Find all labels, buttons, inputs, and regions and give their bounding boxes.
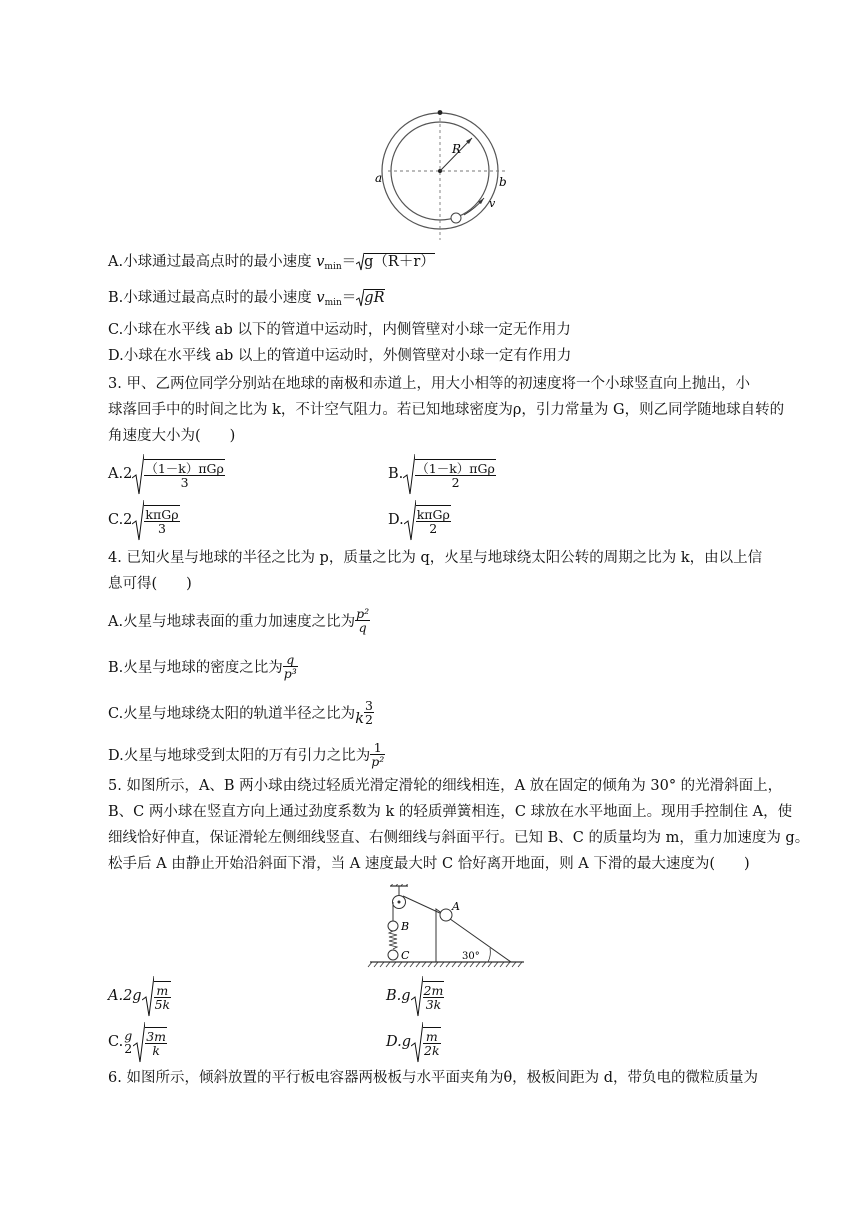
sqrt-sign (142, 974, 154, 1018)
ground-hatch-mark (380, 962, 384, 967)
q3-stem-line1: 3. 甲、乙两位同学分别站在地球的南极和赤道上，用大小相等的初速度将一个小球竖直向上抛出，小 (108, 376, 750, 392)
pulley-incline-figure (366, 884, 526, 970)
q4-option-c-text: C.火星与地球绕太阳的轨道半径之比为 (108, 705, 356, 722)
velocity-label: v (489, 197, 496, 210)
q5-stem-line2: B、C 两小球在竖直方向上通过劲度系数为 k 的轻质弹簧相连，C 球放在水平地面上。现用手控制住 A，使 (108, 804, 793, 820)
ground-hatch-mark (398, 962, 402, 967)
q2-option-a-v: v (316, 254, 325, 270)
q5-option-a-fraction (154, 981, 172, 1011)
ball-a-label: A (452, 900, 460, 913)
q4-option-d-fraction (370, 741, 385, 768)
q5-option-a-numerator: m (154, 984, 172, 998)
q4-option-b (108, 646, 298, 686)
q4-option-a-numerator: p² (356, 605, 370, 621)
q5-stem-line3: 细线恰好伸直，保证滑轮左侧细线竖直、右侧细线与斜面平行。已知 B、C 的质量均为 m，重力加速度为 g。 (108, 830, 810, 846)
q3-option-b-denominator: 2 (451, 475, 460, 490)
q3-option-a-numerator: （1－k）πGρ (145, 461, 224, 476)
q2-option-d: D.小球在水平线 ab 以上的管道中运动时，外侧管壁对小球一定有作用力 (108, 348, 572, 364)
q2-option-b (108, 288, 385, 310)
q4-option-c-numerator: 3 (364, 697, 373, 713)
ground-hatch-mark (410, 962, 414, 967)
q2-option-a (108, 252, 435, 274)
ball-b-label: B (401, 920, 410, 933)
ground-hatch-mark (404, 962, 408, 967)
q4-option-c-k: k (355, 711, 364, 727)
angle-label: 30° (462, 951, 480, 962)
q5-option-b-numerator: 2m (423, 983, 444, 998)
ground-hatch-mark (494, 962, 498, 967)
q5-option-d (386, 1020, 441, 1064)
ground-hatch-mark (506, 962, 510, 967)
q4-option-c-exponent (364, 699, 374, 726)
q4-option-a-fraction (355, 607, 370, 634)
q2-option-a-eq: ＝ (341, 254, 357, 270)
q5-option-d-denominator: 2k (424, 1043, 440, 1058)
ground-hatch-mark (428, 962, 432, 967)
q3-option-c (108, 498, 180, 542)
q2-option-b-v: v (316, 290, 325, 306)
ground-hatch-mark (434, 962, 438, 967)
q2-option-a-sub: min (324, 262, 342, 272)
q3-option-c-denominator: 3 (158, 521, 166, 536)
ball-c-label: C (401, 949, 410, 962)
q3-stem-line3: 角速度大小为( ) (108, 428, 236, 444)
ground-hatch-mark (374, 962, 378, 967)
radius-label: R (452, 142, 462, 156)
q3-option-d-label: D. (388, 512, 404, 528)
q5-option-a (108, 974, 171, 1018)
q3-option-a-label: A.2 (108, 466, 133, 482)
q5-option-a-denominator: 5k (154, 997, 171, 1012)
q4-option-d (108, 734, 385, 774)
q2-option-b-sub: min (324, 298, 342, 308)
q5-option-c-g-denominator: 2 (124, 1041, 133, 1056)
q2-option-c: C.小球在水平线 ab 以下的管道中运动时，内侧管壁对小球一定无作用力 (108, 322, 571, 338)
sqrt-sign (411, 974, 423, 1018)
q3-option-b-numerator: （1－k）πGρ (416, 461, 495, 476)
q3-option-c-fraction (144, 505, 179, 535)
ground-hatch-mark (386, 962, 390, 967)
sqrt-sign (404, 498, 416, 542)
q4-stem-line1: 4. 已知火星与地球的半径之比为 p，质量之比为 q，火星与地球绕太阳公转的周期之比为 k，由以上信 (108, 550, 763, 566)
q2-option-a-radicand: g（R＋r） (364, 254, 435, 270)
sqrt-sign (133, 1020, 145, 1064)
q3-option-a (108, 452, 225, 496)
ground-hatch-mark (440, 962, 444, 967)
ground-hatch-mark (488, 962, 492, 967)
q5-stem-line4: 松手后 A 由静止开始沿斜面下滑，当 A 速度最大时 C 恰好离开地面，则 A 下滑的最大速度为( ) (108, 856, 750, 872)
q5-option-d-fraction (423, 1027, 441, 1057)
ground-hatch-mark (512, 962, 516, 967)
ground-hatch-mark (368, 962, 372, 967)
ground-hatch-mark (482, 962, 486, 967)
q3-option-a-fraction (144, 459, 225, 489)
q3-option-b-fraction (415, 459, 496, 489)
q3-option-d-numerator: kπGρ (416, 507, 450, 522)
q4-option-b-numerator: q (283, 653, 298, 667)
q4-option-b-fraction (283, 653, 298, 680)
q4-option-b-denominator: p³ (283, 665, 297, 681)
ground-hatch-mark (470, 962, 474, 967)
q2-option-b-radicand: gR (364, 290, 385, 306)
q4-stem-line2: 息可得( ) (108, 576, 192, 592)
ground-hatch-mark (476, 962, 480, 967)
q3-stem-line2: 球落回手中的时间之比为 k，不计空气阻力。若已知地球密度为ρ，引力常量为 G，则乙同学随地球自转的 (108, 402, 785, 418)
q3-option-b (388, 452, 496, 496)
q4-option-a-text: A.火星与地球表面的重力加速度之比为 (108, 613, 356, 630)
q6-stem-line1: 6. 如图所示，倾斜放置的平行板电容器两极板与水平面夹角为θ，极板间距为 d，带负电的微粒质量为 (108, 1070, 759, 1086)
q4-option-d-numerator: 1 (370, 741, 385, 755)
ground-hatch-mark (392, 962, 396, 967)
ground-hatch-mark (416, 962, 420, 967)
q5-option-c-denominator: k (152, 1043, 160, 1058)
q5-option-b-fraction (423, 981, 445, 1011)
q5-option-a-label: A.2g (108, 988, 142, 1004)
circular-tube-figure (372, 108, 522, 242)
q4-option-c (108, 692, 374, 732)
q3-option-c-label: C.2 (108, 512, 133, 528)
q5-option-b-label: B.g (386, 988, 411, 1004)
sqrt-sign (411, 1020, 423, 1064)
q3-option-d (388, 498, 451, 542)
q4-option-d-denominator: p² (371, 753, 385, 769)
q3-option-d-fraction (416, 505, 451, 535)
q5-option-c-numerator: 3m (146, 1029, 167, 1044)
ground-hatch-mark (446, 962, 450, 967)
q5-option-c-g-numerator: g (124, 1028, 133, 1043)
q5-option-c-fraction (145, 1027, 167, 1057)
q5-option-c-g-fraction (123, 1029, 133, 1055)
sqrt-sign (132, 452, 144, 496)
q2-option-b-eq: ＝ (341, 290, 357, 306)
ground-hatch-mark (500, 962, 504, 967)
q5-option-d-numerator: m (423, 1030, 441, 1044)
q2-option-b-text: B.小球通过最高点时的最小速度 (108, 290, 312, 306)
sqrt-sign (403, 452, 415, 496)
ground-hatch-mark (422, 962, 426, 967)
sqrt-sign (356, 252, 364, 272)
ground-hatch-mark (464, 962, 468, 967)
q3-option-d-denominator: 2 (429, 521, 438, 536)
q5-stem-line1: 5. 如图所示，A、B 两小球由绕过轻质光滑定滑轮的细线相连，A 放在固定的倾角为 30° 的光滑斜面上， (108, 778, 783, 794)
q5-option-c-label: C. (108, 1034, 124, 1050)
ground-hatch-mark (518, 962, 522, 967)
q3-option-b-label: B. (388, 466, 404, 482)
q5-option-c (108, 1020, 167, 1064)
q5-option-b (386, 974, 444, 1018)
q4-option-a-denominator: q (358, 619, 367, 635)
sqrt-sign (132, 498, 144, 542)
q4-option-a (108, 600, 370, 640)
q5-option-d-label: D.g (386, 1034, 411, 1050)
ground-hatch-mark (452, 962, 456, 967)
q3-option-a-denominator: 3 (180, 475, 189, 490)
q2-option-a-text: A.小球通过最高点时的最小速度 (108, 254, 312, 270)
q3-option-c-numerator: kπGρ (145, 507, 179, 522)
point-b-label: b (499, 175, 507, 189)
point-a-label: a (375, 171, 383, 185)
q4-option-b-text: B.火星与地球的密度之比为 (108, 659, 283, 676)
ground-hatch-mark (458, 962, 462, 967)
q4-option-c-denominator: 2 (364, 711, 373, 727)
q5-option-b-denominator: 3k (425, 997, 442, 1012)
q4-option-d-text: D.火星与地球受到太阳的万有引力之比为 (108, 747, 371, 764)
